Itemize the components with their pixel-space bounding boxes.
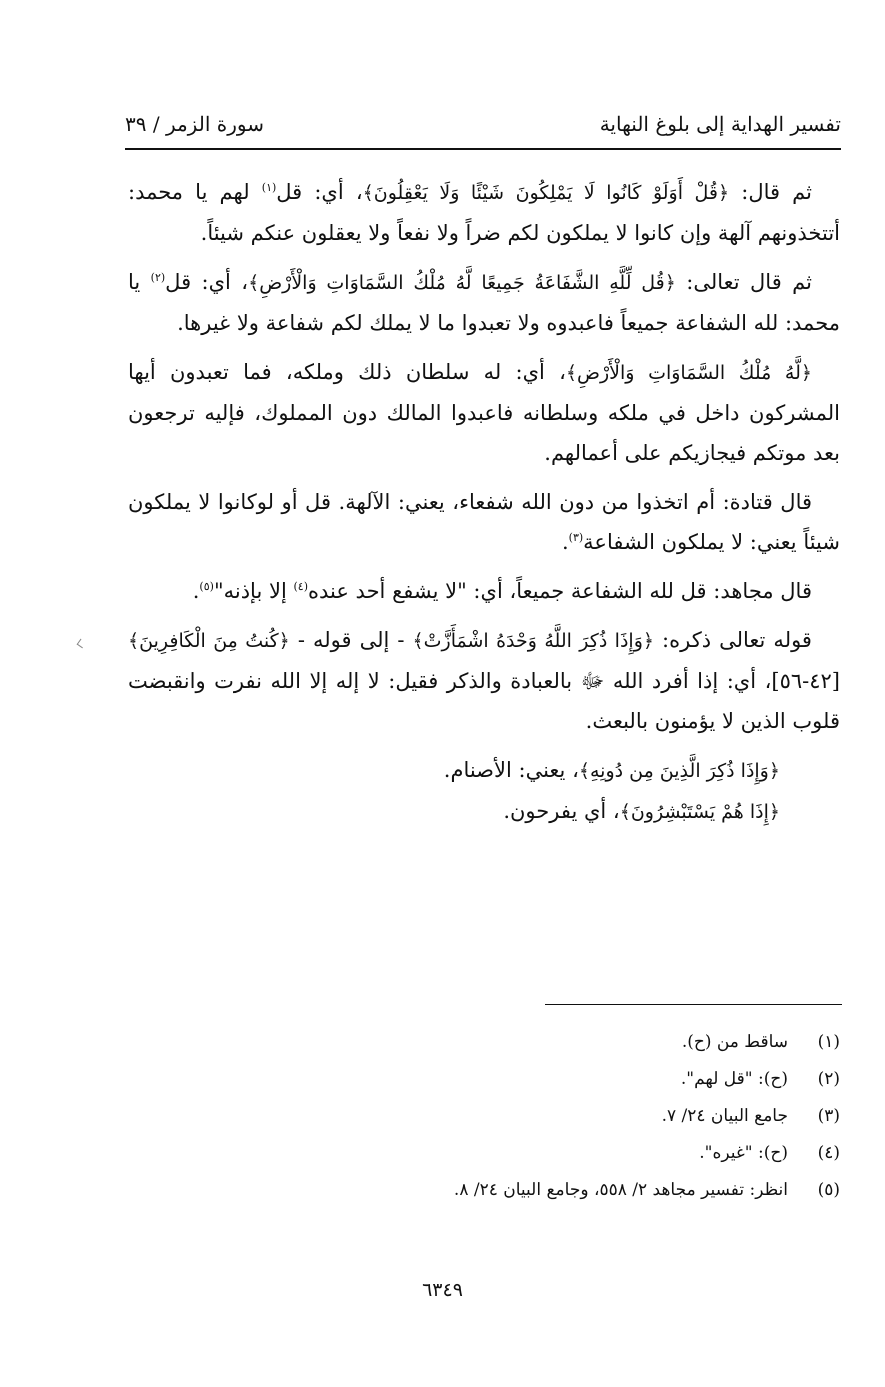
paragraph-1 [128, 172, 840, 253]
paragraph-text: . [561, 530, 569, 554]
body-text [128, 172, 840, 832]
footnote-number: (١) [817, 1032, 840, 1052]
scan-mark [77, 639, 87, 649]
paragraph-8 [128, 791, 840, 832]
footnote-number: (٢) [817, 1069, 840, 1089]
footnote-number: (٥) [817, 1180, 840, 1200]
footnote-3 [128, 1098, 840, 1135]
footnote-rule [545, 1004, 842, 1005]
header-rule [125, 148, 841, 150]
quran-verse: ﴿كُنتُ مِنَ الْكَافِرِينَ﴾ [128, 630, 290, 652]
footnote-ref: (٣) [568, 531, 584, 544]
quran-verse: ﴿قُل لِّلَّهِ الشَّفَاعَةُ جَمِيعًا لَّهُ مُلْكُ السَّمَاوَاتِ وَالْأَرْضِ﴾ [248, 272, 676, 294]
paragraph-6 [128, 620, 840, 741]
paragraph-text: ثم قال تعالى: [675, 270, 812, 294]
footnote-2 [128, 1061, 840, 1098]
quran-verse: ﴿قُلْ أَوَلَوْ كَانُوا لَا يَمْلِكُونَ شَيْئًا وَلَا يَعْقِلُونَ﴾ [362, 182, 730, 204]
paragraph-2 [128, 262, 840, 343]
paragraph-text: يا محمد: لله الشفاعة جميعاً فاعبدوه ولا تعبدوا ما لا يملك لكم شفاعة ولا غيرها. [128, 270, 840, 335]
paragraph-text: ، يعني: الأصنام. [443, 758, 579, 782]
footnote-text: جامع البيان ٢٤/ ٧. [661, 1106, 788, 1126]
paragraph-text: - إلى قوله - [289, 628, 413, 652]
quran-verse: ﴿إِذَا هُمْ يَسْتَبْشِرُونَ﴾ [619, 801, 780, 823]
footnote-number: (٤) [817, 1143, 840, 1163]
paragraph-text: إلا بإذنه" [213, 579, 294, 603]
paragraph-7 [128, 750, 840, 791]
footnote-ref: (٤) [293, 580, 308, 593]
paragraph-4 [128, 482, 840, 562]
quran-verse: ﴿وَإِذَا ذُكِرَ الَّذِينَ مِن دُونِهِ﴾ [578, 760, 780, 782]
footnote-4 [128, 1135, 840, 1172]
paragraph-3 [128, 352, 840, 473]
footnote-ref: (٢) [150, 271, 166, 284]
footnote-1 [128, 1024, 840, 1061]
footnote-text: انظر: تفسير مجاهد ٢/ ٥٥٨، وجامع البيان ٢٤/ ٨. [453, 1180, 788, 1200]
paragraph-5 [128, 571, 840, 611]
paragraph-text: قوله تعالى ذكره: [654, 628, 812, 652]
paragraph-text: . [192, 579, 200, 603]
footnote-5 [128, 1172, 840, 1209]
paragraph-text: ، أي: له سلطان ذلك وملكه، فما تعبدون أيها المشركون داخل في ملكه وسلطانه فاعبدوا المالك دون المملوك، فإليه ترجعون بعد موتكم فيجازيكم على أعمالهم. [128, 360, 840, 465]
surah-label: سورة الزمر / ٣٩ [125, 112, 264, 136]
book-title: تفسير الهداية إلى بلوغ النهاية [599, 112, 841, 136]
page-number: ٦٣٤٩ [422, 1279, 463, 1301]
footnote-number: (٣) [817, 1106, 840, 1126]
paragraph-text: قال قتادة: أم اتخذوا من دون الله شفعاء، يعني: الآلهة. قل أو لوكانوا لا يملكون شيئاً يعني: لا يملكون الشفاعة [128, 490, 840, 554]
footnotes [128, 1024, 840, 1209]
footnote-ref: (١) [261, 181, 277, 194]
quran-verse: ﴿لَّهُ مُلْكُ السَّمَاوَاتِ وَالْأَرْضِ﴾ [565, 362, 812, 384]
paragraph-text: ، أي: قل [165, 270, 249, 294]
paragraph-text: ثم قال: [729, 180, 812, 204]
footnote-text: (ح): "قل لهم". [680, 1069, 788, 1089]
paragraph-text: ، أي يفرحون. [503, 799, 620, 823]
paragraph-text: لهم يا محمد: أتتخذونهم آلهة وإن كانوا لا يملكون لكم ضراً ولا نفعاً ولا يعقلون عنكم شيئاً. [128, 180, 840, 245]
footnote-text: (ح): "غيره". [699, 1143, 788, 1163]
footnote-ref: (٥) [199, 580, 214, 593]
running-header [125, 112, 841, 148]
quran-verse: ﴿وَإِذَا ذُكِرَ اللَّهُ وَحْدَهُ اشْمَأَزَّتْ﴾ [412, 630, 655, 652]
paragraph-text: ، أي: قل [276, 180, 363, 204]
paragraph-text: قال مجاهد: قل لله الشفاعة جميعاً، أي: "لا يشفع أحد عنده [307, 579, 812, 603]
footnote-text: ساقط من (ح). [681, 1032, 788, 1052]
paragraph-text: [٤٢-٥٦]، أي: إذا أفرد الله ﷻ بالعبادة والذكر فقيل: لا إله إلا الله نفرت وانقبضت قلوب الذين لا يؤمنون بالبعث. [128, 669, 840, 733]
